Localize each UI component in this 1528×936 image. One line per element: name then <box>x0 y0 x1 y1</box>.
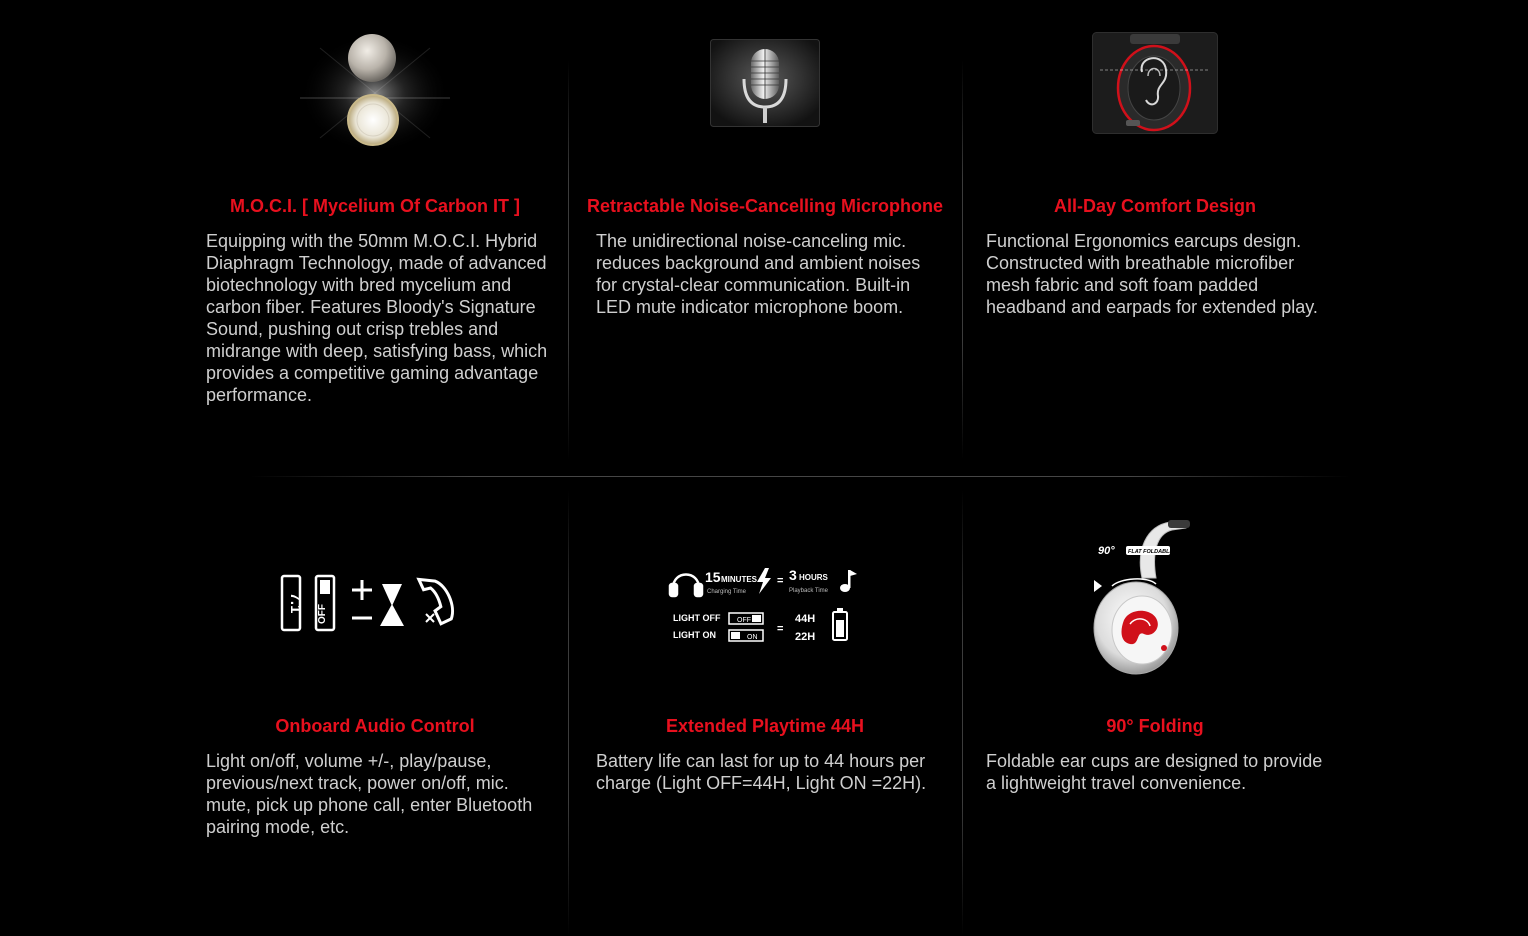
feature-description: Functional Ergonomics earcups design. Constructed with breathable microfiber mesh fabric and soft foam padded headband and earpads for extended play. <box>986 231 1318 317</box>
feature-title: All-Day Comfort Design <box>1053 196 1257 216</box>
svg-text:15: 15 <box>705 569 721 585</box>
feature-description: Foldable ear cups are designed to provide a lightweight travel convenience. <box>986 751 1323 793</box>
rotate-arrow-icon <box>1094 580 1102 592</box>
svg-text:=: = <box>777 575 784 587</box>
play-pause-icon <box>380 584 404 626</box>
feature-title: Extended Playtime 44H <box>665 716 865 736</box>
svg-text:HOURS: HOURS <box>799 573 828 582</box>
feature-card-moci <box>180 0 570 470</box>
battery-icon <box>833 608 847 640</box>
feature-title: Retractable Noise-Cancelling Microphone <box>586 196 944 216</box>
diaphragm-icon <box>180 28 570 148</box>
feature-title: M.O.C.I. [ Mycelium Of Carbon IT ] <box>229 196 520 216</box>
svg-text:Playback Time: Playback Time <box>789 588 829 594</box>
feature-description: Battery life can last for up to 44 hours per charge (Light OFF=44H, Light ON =22H). <box>596 751 927 793</box>
svg-text:7.1: 7.1 <box>287 592 304 614</box>
svg-text:ON: ON <box>747 634 758 641</box>
feature-card-folding <box>960 480 1350 936</box>
feature-card-microphone <box>570 0 960 470</box>
earcup-icon <box>960 32 1350 134</box>
light-off-icon <box>316 576 334 630</box>
battery-playtime-icon <box>570 562 960 646</box>
microphone-icon <box>570 39 960 127</box>
music-note-icon <box>840 570 857 592</box>
phone-call-icon <box>407 576 461 627</box>
svg-text:LIGHT ON: LIGHT ON <box>673 630 716 640</box>
folding-headset-icon <box>960 520 1350 676</box>
feature-card-comfort <box>960 0 1350 470</box>
feature-title: 90° Folding <box>1106 716 1204 736</box>
svg-text:LIGHT OFF: LIGHT OFF <box>673 613 721 623</box>
audio-control-icons <box>180 572 570 636</box>
svg-text:3: 3 <box>789 567 797 583</box>
svg-text:MINUTES: MINUTES <box>721 575 757 584</box>
svg-text:FLAT FOLDABLE: FLAT FOLDABLE <box>1128 549 1174 555</box>
feature-description: Equipping with the 50mm M.O.C.I. Hybrid Diaphragm Technology, made of advanced biotechnology with bred mycelium and carbon fiber. Features Bloody's Signature Sound, pushing out crisp trebles and midrange with deep, satisfying bass, which provides a competitive gaming advantage performance. <box>206 231 548 405</box>
feature-grid <box>180 0 1350 936</box>
feature-description: The unidirectional noise-canceling mic. reduces background and ambient noises for crystal-clear communication. Built-in LED mute indicator microphone boom. <box>596 231 921 317</box>
surround-7-1-icon <box>282 576 304 630</box>
svg-text:OFF: OFF <box>737 617 751 624</box>
feature-description: Light on/off, volume +/-, play/pause, previous/next track, power on/off, mic. mute, pick up phone call, enter Bluetooth pairing mode, etc. <box>206 751 533 837</box>
headphone-icon <box>670 575 702 597</box>
svg-text:90°: 90° <box>1098 545 1115 557</box>
feature-card-playtime <box>570 480 960 936</box>
volume-plus-minus-icon <box>352 580 372 618</box>
svg-text:OFF: OFF <box>317 604 328 624</box>
svg-text:=: = <box>777 623 784 635</box>
lightning-icon <box>757 568 771 594</box>
feature-card-audio-control <box>180 480 570 936</box>
svg-text:22H: 22H <box>795 631 816 643</box>
svg-text:44H: 44H <box>795 613 816 625</box>
svg-text:Charging Time: Charging Time <box>707 589 747 595</box>
feature-title: Onboard Audio Control <box>275 716 475 736</box>
